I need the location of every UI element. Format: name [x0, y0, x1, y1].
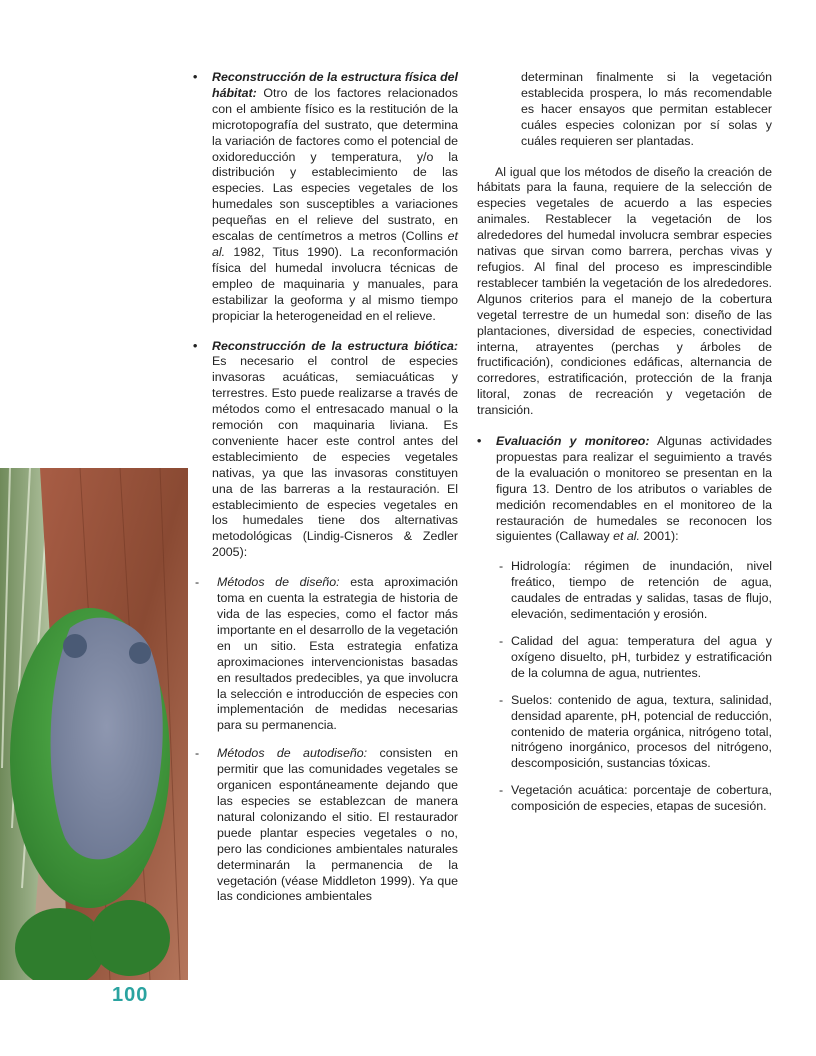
citation-etal: et al.: [212, 229, 458, 259]
subitem-paragraph: [217, 575, 458, 734]
dash-marker: -: [499, 692, 504, 707]
subitem-selfdesign-methods: [193, 746, 458, 905]
frog-photo: [0, 468, 188, 980]
bullet-title: Reconstrucción de la estructura física del hábitat:: [212, 70, 458, 100]
page-number: 100: [112, 984, 149, 1006]
bullet-text-cont: 2001):: [639, 529, 679, 544]
bullet-monitoring: [477, 434, 772, 545]
bullet-paragraph: [496, 434, 772, 545]
subitem-title: Métodos de diseño:: [217, 575, 340, 590]
dash-marker: -: [195, 746, 200, 761]
left-column: [193, 70, 458, 917]
dash-marker: -: [499, 783, 504, 798]
bullet-text: Otro de los factores relacionados con el ambiente físico es la restitución de la microtopografía del sustrato, que determina la variación de factores como el potencial de oxidoreducción y temperatura, y/o la distribución y establecimiento de las especies. Las especies vegetales de los humedales son susceptibles a variaciones pequeñas en el relieve del sustrato, en escalas de centímetros a metros (Collins: [212, 85, 458, 244]
dash-marker: -: [499, 634, 504, 648]
variable-text: Vegetación acuática: porcentaje de cobertura, composición de especies, etapas de sucesión.: [511, 783, 772, 814]
variable-soils: [477, 693, 772, 773]
citation-etal: et al.: [613, 529, 640, 544]
subitem-title: Métodos de autodiseño:: [217, 746, 368, 761]
bullet-text: Algunas actividades propuestas para realizar el seguimiento a través de la evaluación o monitoreo se presentan en la figura 13. Dentro de los atributos o variables de medición recomendables en el monitoreo de la restauración de humedales se reconocen los siguientes (Callaway: [496, 434, 772, 544]
variable-text: Calidad del agua: temperatura del agua y oxígeno disuelto, pH, turbidez y estratificación de la columna de agua, nutrientes.: [511, 634, 772, 680]
bullet-paragraph: [212, 70, 458, 325]
subitem-design-methods: [193, 575, 458, 734]
bullet-title: Evaluación y monitoreo:: [496, 434, 650, 449]
variable-water-quality: [477, 634, 772, 682]
bullet-paragraph: [212, 339, 458, 562]
right-column: [477, 70, 772, 826]
dash-marker: -: [499, 559, 504, 574]
bullet-biotic-structure: [193, 339, 458, 562]
bullet-title: Reconstrucción de la estructura biótica:: [212, 338, 458, 353]
fauna-habitat-paragraph: Al igual que los métodos de diseño la creación de hábitats para la fauna, requiere de la selección de especies vegetales de acuerdo a las especies animales. Restablecer la vegetación de los alrededores del humedal involucra sembrar especies nativas que sirvan como barrera, perchas vivas y refugios. Al final del proceso es imprescindible restablecer también la vegetación de los alrededores. Algunos criterios para el manejo de la cobertura vegetal terrestre de un humedal son: diseño de las plantaciones, diversidad de especies, conectividad interna, atrayentes (perchas y árboles de fructificación), condiciones edáficas, alternancia de corredores, estratificación, protección de la franja litoral, zonas de recreación y vegetación de transición.: [477, 164, 772, 418]
bullet-habitat-structure: [193, 70, 458, 325]
bullet-text-cont: 1982, Titus 1990). La reconformación física del humedal involucra técnicas de empleo de maquinaria y manuales, para estabilizar la geoforma y al mismo tiempo propiciar la heterogeneidad en el relieve.: [212, 244, 458, 323]
subitem-paragraph: [217, 746, 458, 905]
bullet-icon: •: [477, 434, 482, 449]
dash-marker: -: [195, 575, 200, 590]
bullet-icon: •: [193, 70, 198, 84]
bullet-text: Es necesario el control de especies invasoras acuáticas, semiacuáticas y terrestres. Esto puede realizarse a través de métodos como el entresacado manual o la remoción con maquinaria liviana. Es conveniente hacer este control antes del establecimiento de especies vegetales nativas, ya que las invasoras constituyen una de las barreras a la restauración. El establecimiento de especies vegetales en los humedales tiene dos alternativas metodológicas (Lindig-Cisneros & Zedler 2005):: [212, 354, 458, 560]
variable-text: Suelos: contenido de agua, textura, salinidad, densidad aparente, pH, potencial de reducción, contenido de materia orgánica, nitrógeno total, nitrógeno inorgánico, procesos del nitrógeno, descomposición, sustancias tóxicas.: [511, 692, 772, 771]
bullet-icon: •: [193, 338, 198, 353]
continuation-text: determinan finalmente si la vegetación establecida prospera, lo más recomendable es hacer ensayos que permitan establecer cuáles especies colonizan por sí solas y cuáles requieren ser plantadas.: [521, 70, 772, 148]
variable-text: Hidrología: régimen de inundación, nivel freático, tiempo de retención de agua, caudales de entradas y salidas, tasas de flujo, elevación, sedimentación y erosión.: [511, 559, 772, 622]
subitem-text: esta aproximación toma en cuenta la estrategia de historia de vida de las especies, como el factor más importante en el desarrollo de la vegetación en un sitio. Esta estrategia enfatiza aproximaciones intervencionistas basadas en resultados predecibles, ya que involucra la selección e introducción de especies con implementación de medidas necesarias para su permanencia.: [217, 575, 458, 733]
variable-aquatic-vegetation: [477, 783, 772, 815]
subitem-text: consisten en permitir que las comunidades vegetales se organicen espontáneamente dejando que las especies se establezcan de manera natural colonizando el sitio. El restaurador puede plantar especies vegetales o no, pero las condiciones ambientales naturales determinarán la permanencia de la vegetación (véase Middleton 1999). Ya que las condiciones ambientales: [217, 746, 458, 904]
variable-hydrology: [477, 559, 772, 623]
